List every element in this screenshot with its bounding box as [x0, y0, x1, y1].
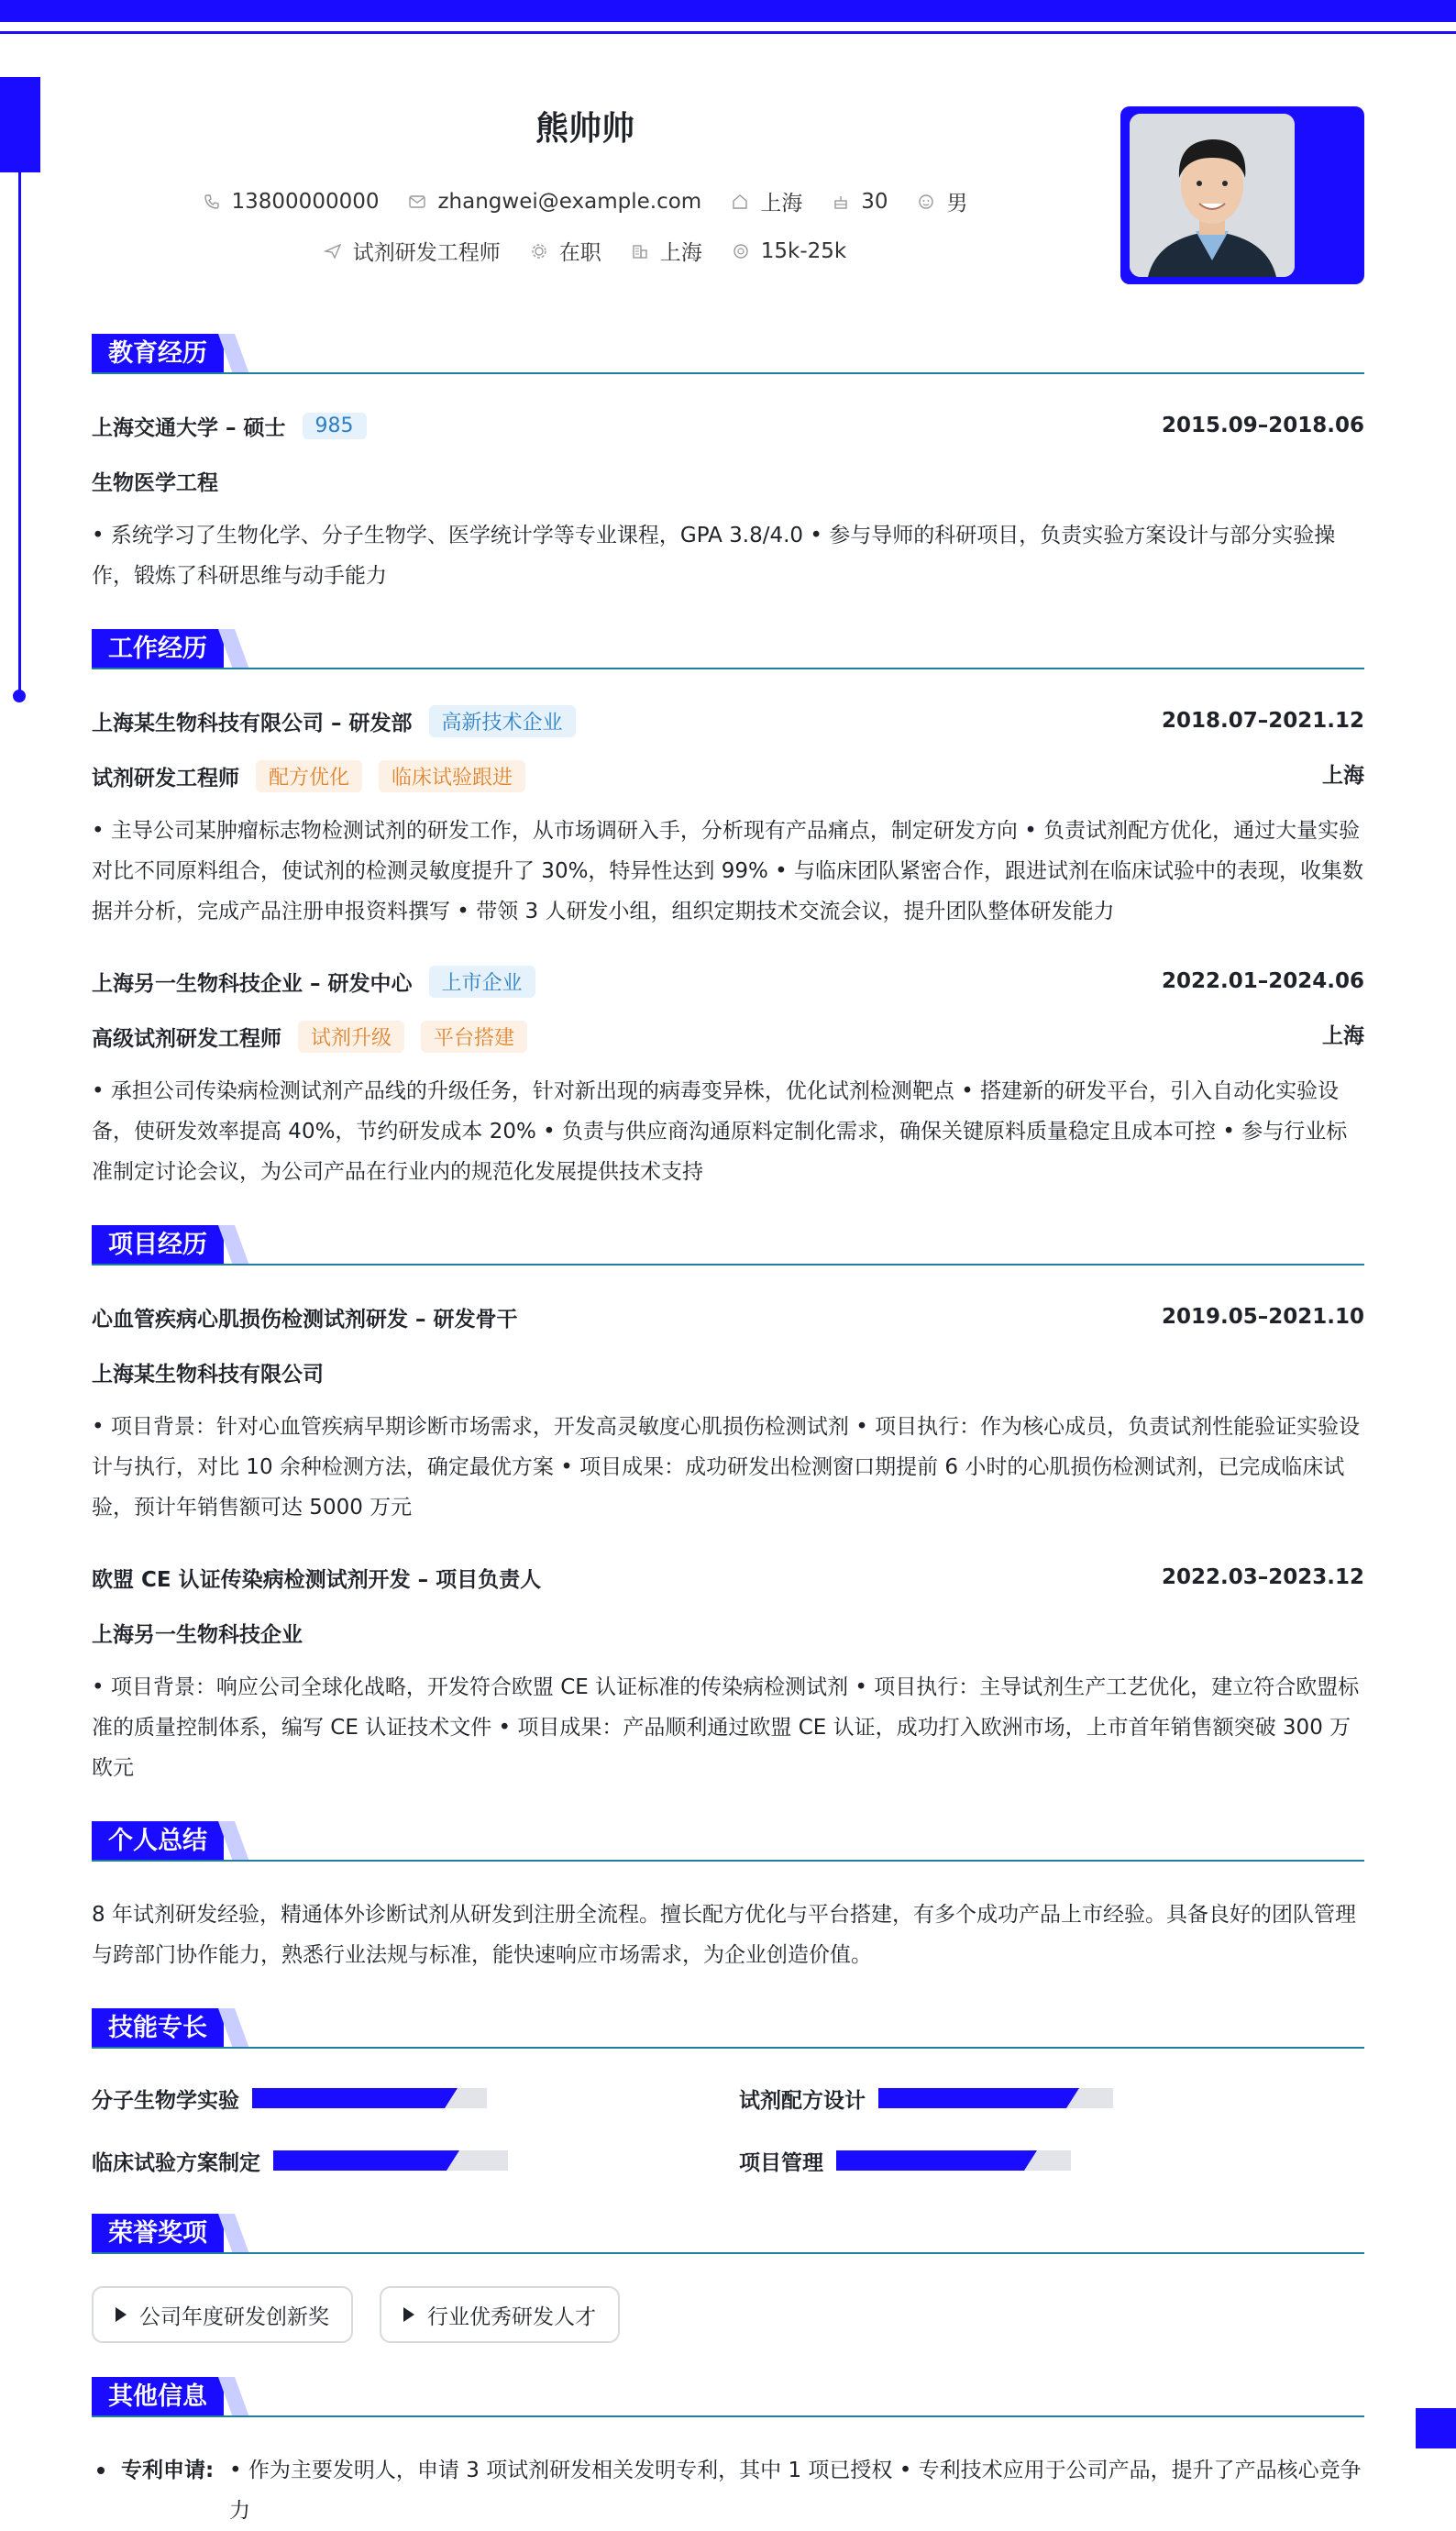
section-rule — [92, 2047, 1364, 2049]
section-projects-title: 项目经历 — [92, 1225, 224, 1266]
section-summary-title: 个人总结 — [92, 1821, 224, 1862]
target-city-info — [631, 236, 702, 266]
section-awards-title: 荣誉奖项 — [92, 2214, 224, 2254]
gender-info — [917, 186, 967, 216]
school-name: 上海交通大学 – 硕士 — [92, 415, 286, 440]
city-text: 上海 — [760, 192, 803, 216]
position-text: 试剂研发工程师 — [352, 241, 501, 265]
skill-bar — [273, 2150, 508, 2171]
section-summary — [92, 1821, 1364, 1863]
phone-text: 13800000000 — [231, 189, 380, 214]
skill-bar-fill — [878, 2088, 1066, 2108]
section-skills-title: 技能专长 — [92, 2008, 224, 2049]
skill-bar-fill — [836, 2150, 1024, 2171]
corner-accent-block — [1416, 2408, 1456, 2448]
education-header — [92, 407, 1364, 444]
other-info-label: 专利申请: — [121, 2459, 215, 2482]
section-work-title: 工作经历 — [92, 629, 224, 669]
work-2-description: • 承担公司传染病检测试剂产品线的升级任务，针对新出现的病毒变异株，优化试剂检测靶点 • 搭建新的研发平台，引入自动化实验设备，使研发效率提高 40%，节约研发成本 20% • 负责与供应商沟通原料定制化需求，确保关键原料质量稳定且成本可控 • 参与行业标准制定讨论会议，为公司产品在行业内的规范化发展提供技术支持 — [92, 1079, 1348, 1184]
school-tag: 985 — [303, 413, 367, 439]
photo-frame — [1120, 106, 1364, 284]
top-accent-line — [0, 31, 1456, 34]
status-info — [530, 236, 601, 266]
work-1-title: 试剂研发工程师 — [92, 766, 239, 790]
side-timeline-dot — [13, 690, 26, 702]
section-work — [92, 629, 1364, 671]
project-1-description: • 项目背景：针对心血管疾病早期诊断市场需求，开发高灵敏度心肌损伤检测试剂 • 项目执行：作为核心成员，负责试剂性能验证实验设计与执行，对比 10 余种检测方法，确定最优方案 • 项目成果：成功研发出检测窗口期提前 6 小时的心肌损伤检测试剂，已完成临床试验，预计年销售额可达 5000 万元 — [92, 1415, 1361, 1520]
skill-name: 临床试验方案制定 — [92, 2150, 260, 2175]
section-other — [92, 2377, 1364, 2419]
job-info-row — [0, 236, 1170, 266]
skill-item — [739, 2142, 1071, 2179]
top-accent-bar — [0, 0, 1456, 22]
coin-icon — [732, 242, 750, 260]
gear-icon — [530, 242, 548, 260]
work-2-role-row — [92, 1018, 1364, 1055]
education-major-row — [92, 462, 1364, 499]
skill-bar — [878, 2088, 1113, 2108]
other-info-text: • 作为主要发明人，申请 3 项试剂研发相关发明专利，其中 1 项已授权 • 专利技术应用于公司产品，提升了产品核心竞争力 — [229, 2459, 1362, 2523]
skill-bar-fill — [273, 2150, 447, 2171]
section-rule — [92, 2415, 1364, 2417]
home-icon — [731, 193, 749, 211]
project-2-name: 欧盟 CE 认证传染病检测试剂开发 – 项目负责人 — [92, 1567, 542, 1592]
portrait-image — [1130, 114, 1295, 277]
skill-item — [739, 2080, 1113, 2117]
work-1-company: 上海某生物科技有限公司 – 研发部 — [92, 711, 413, 735]
phone-icon — [203, 193, 221, 211]
section-other-title: 其他信息 — [92, 2377, 224, 2417]
work-2-city: 上海 — [1322, 1024, 1364, 1048]
work-1-company-tag: 高新技术企业 — [429, 705, 576, 737]
project-1-date: 2019.05–2021.10 — [1161, 1305, 1364, 1329]
work-2-date: 2022.01–2024.06 — [1161, 969, 1364, 993]
section-skills — [92, 2008, 1364, 2050]
project-2-date: 2022.03–2023.12 — [1161, 1565, 1364, 1589]
project-2-header — [92, 1559, 1364, 1596]
salary-info — [732, 236, 846, 266]
work-2-company-tag: 上市企业 — [429, 966, 535, 998]
award-chip — [380, 2286, 620, 2343]
major-name: 生物医学工程 — [92, 470, 218, 495]
skill-name: 项目管理 — [739, 2150, 823, 2175]
project-2-description: • 项目背景：响应公司全球化战略，开发符合欧盟 CE 认证标准的传染病检测试剂 • 项目执行：主导试剂生产工艺优化，建立符合欧盟标准的质量控制体系，编写 CE 认证技术文件 • 项目成果：产品顺利通过欧盟 CE 认证，成功打入欧洲市场，上市首年销售额突破 300 万欧元 — [92, 1675, 1360, 1780]
work-1-tag-2: 临床试验跟进 — [379, 760, 525, 792]
work-1-city: 上海 — [1322, 764, 1364, 788]
work-1-description: • 主导公司某肿瘤标志物检测试剂的研发工作，从市场调研入手，分析现有产品痛点，制定研发方向 • 负责试剂配方优化，通过大量实验对比不同原料组合，使试剂的检测灵敏度提升了 30%，特异性达到 99% • 与临床团队紧密合作，跟进试剂在临床试验中的表现，收集数据并分析，完成产品注册申报资料撰写 • 带领 3 人研发小组，组织定期技术交流会议，提升团队整体研发能力 — [92, 819, 1364, 923]
work-2-tag-2: 平台搭建 — [421, 1021, 527, 1053]
salary-text: 15k-25k — [760, 238, 847, 263]
phone-info — [203, 186, 380, 216]
mail-icon — [408, 193, 426, 211]
project-1-org-row — [92, 1354, 1364, 1390]
target-city-text: 上海 — [659, 241, 702, 265]
email-info — [408, 186, 701, 216]
section-education-title: 教育经历 — [92, 334, 224, 374]
cake-icon — [832, 193, 850, 211]
section-awards — [92, 2214, 1364, 2256]
play-triangle-icon — [116, 2307, 127, 2322]
skill-item — [92, 2080, 487, 2117]
skill-name: 试剂配方设计 — [739, 2088, 866, 2113]
work-1-role-row — [92, 757, 1364, 794]
avatar — [1130, 114, 1295, 277]
section-rule — [92, 1860, 1364, 1862]
send-icon — [324, 242, 342, 260]
work-1-date: 2018.07–2021.12 — [1161, 709, 1364, 733]
award-name: 公司年度研发创新奖 — [139, 2304, 329, 2329]
contact-info-row — [0, 186, 1170, 216]
work-2-title: 高级试剂研发工程师 — [92, 1026, 281, 1051]
section-projects — [92, 1225, 1364, 1267]
work-1-tag-1: 配方优化 — [256, 760, 362, 792]
project-1-name: 心血管疾病心肌损伤检测试剂研发 – 研发骨干 — [92, 1307, 518, 1332]
skill-bar — [836, 2150, 1071, 2171]
section-rule — [92, 372, 1364, 374]
section-rule — [92, 2252, 1364, 2254]
section-rule — [92, 1264, 1364, 1266]
skill-item — [92, 2142, 508, 2179]
gender-text: 男 — [946, 192, 968, 216]
email-text: zhangwei@example.com — [437, 189, 702, 214]
summary-text: 8 年试剂研发经验，精通体外诊断试剂从研发到注册全流程。擅长配方优化与平台搭建，有多个成功产品上市经验。具备良好的团队管理与跨部门协作能力，熟悉行业法规与标准，能快速响应市场需求，为企业创造价值。 — [92, 1903, 1356, 1967]
play-triangle-icon — [403, 2307, 414, 2322]
work-2-company: 上海另一生物科技企业 – 研发中心 — [92, 971, 413, 996]
project-2-org-row — [92, 1614, 1364, 1651]
skill-bar-fill — [252, 2088, 445, 2108]
project-1-org: 上海某生物科技有限公司 — [92, 1362, 324, 1387]
project-1-header — [92, 1299, 1364, 1335]
candidate-name: 熊帅帅 — [535, 110, 634, 148]
section-education — [92, 334, 1364, 376]
bullet-dot — [97, 2467, 105, 2474]
section-rule — [92, 668, 1364, 669]
education-date: 2015.09–2018.06 — [1161, 414, 1364, 437]
project-2-org: 上海另一生物科技企业 — [92, 1622, 303, 1647]
position-info — [324, 236, 501, 266]
award-chip — [92, 2286, 353, 2343]
building-icon — [631, 242, 649, 260]
work-2-tag-1: 试剂升级 — [298, 1021, 404, 1053]
work-1-header — [92, 702, 1364, 739]
skill-name: 分子生物学实验 — [92, 2088, 239, 2113]
age-text: 30 — [861, 189, 888, 214]
face-icon — [917, 193, 935, 211]
work-2-header — [92, 963, 1364, 1000]
status-text: 在职 — [558, 241, 601, 265]
city-info — [731, 186, 802, 216]
skill-bar — [252, 2088, 487, 2108]
age-info — [832, 186, 888, 216]
award-name: 行业优秀研发人才 — [427, 2304, 596, 2329]
education-description: • 系统学习了生物化学、分子生物学、医学统计学等专业课程，GPA 3.8/4.0 • 参与导师的科研项目，负责实验方案设计与部分实验操作，锻炼了科研思维与动手能力 — [92, 524, 1336, 588]
